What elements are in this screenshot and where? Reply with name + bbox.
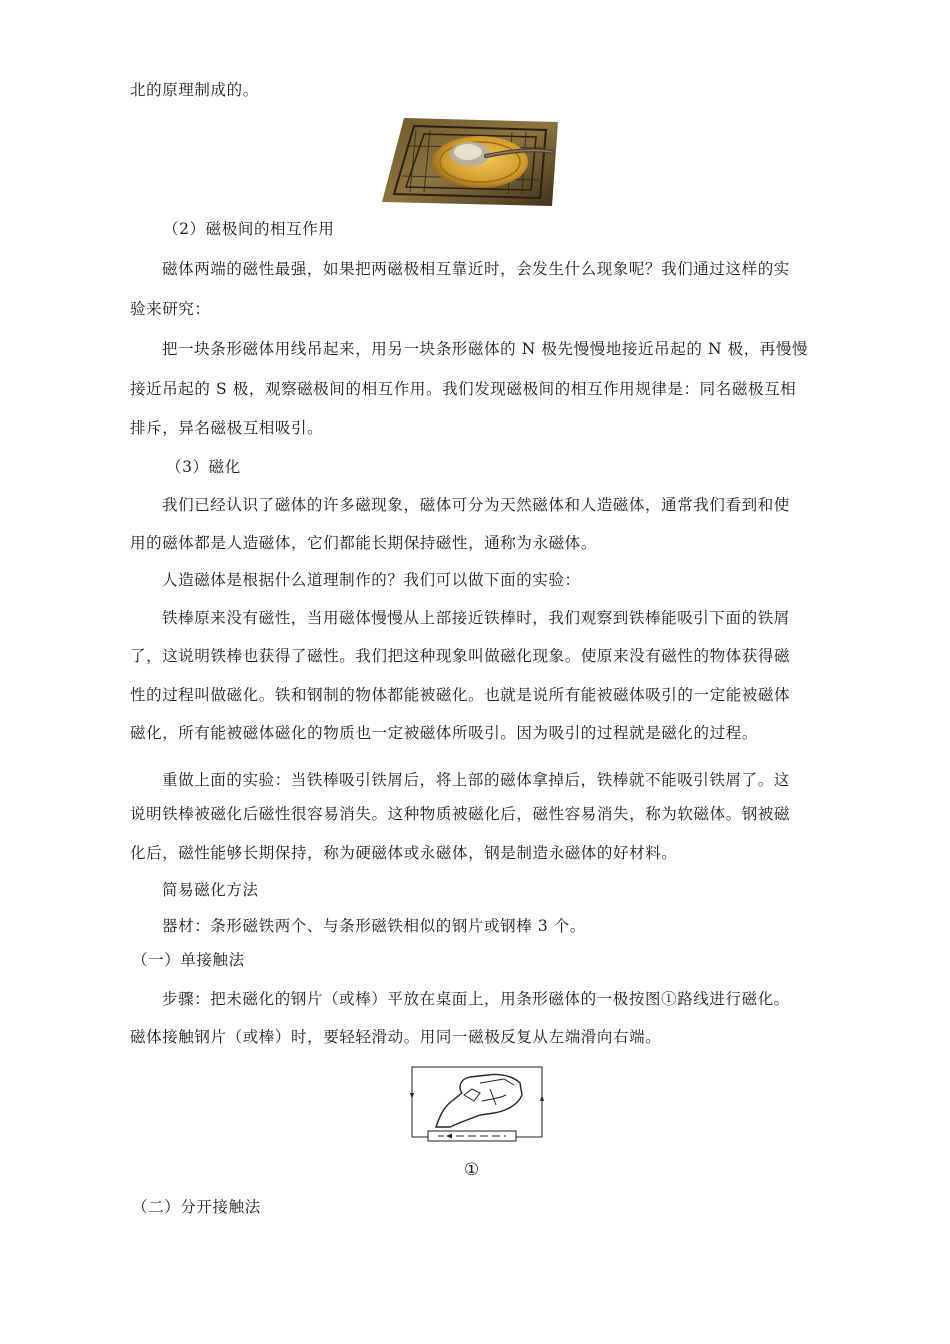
paragraph-line: 重做上面的实验：当铁棒吸引铁屑后，将上部的磁体拿掉后，铁棒就不能吸引铁屑了。这 xyxy=(162,771,790,789)
method-heading-1: （一）单接触法 xyxy=(132,951,245,969)
paragraph-line: 了，这说明铁棒也获得了磁性。我们把这种现象叫做磁化现象。使原来没有磁性的物体获得磁 xyxy=(130,647,791,665)
paragraph-line: 排斥，异名磁极互相吸引。 xyxy=(130,419,324,437)
arrow-up-icon xyxy=(540,1095,544,1101)
magnetization-diagram xyxy=(410,1065,544,1143)
paragraph-line: 说明铁棒被磁化后磁性很容易消失。这种物质被磁化后，磁性容易消失，称为软磁体。钢被磁 xyxy=(130,805,791,823)
paragraph-line: 接近吊起的 S 极，观察磁极间的相互作用。我们发现磁极间的相互作用规律是：同名磁极互相 xyxy=(130,380,797,398)
figure-caption: ① xyxy=(464,1160,480,1180)
paragraph-line: 磁化，所有能被磁体磁化的物质也一定被磁体所吸引。因为吸引的过程就是磁化的过程。 xyxy=(130,724,758,742)
arrow-left-icon xyxy=(446,1134,452,1139)
paragraph-line: 性的过程叫做磁化。铁和钢制的物体都能被磁化。也就是说所有能被磁体吸引的一定能被磁体 xyxy=(130,686,791,704)
paragraph-line: 化后，磁性能够长期保持，称为硬磁体或永磁体，钢是制造永磁体的好材料。 xyxy=(130,844,678,862)
paragraph-line: 把一块条形磁体用线吊起来，用另一块条形磁体的 N 极先慢慢地接近吊起的 N 极，再慢慢 xyxy=(162,340,809,358)
method-heading-2: （二）分开接触法 xyxy=(132,1198,261,1216)
paragraph-line: 用的磁体都是人造磁体，它们都能长期保持磁性，通称为永磁体。 xyxy=(130,534,597,552)
paragraph-line: 磁体两端的磁性最强，如果把两磁极相互靠近时，会发生什么现象呢？我们通过这样的实 xyxy=(162,260,790,278)
arrow-down-icon xyxy=(410,1093,414,1099)
paragraph-line: 步骤：把未磁化的钢片（或棒）平放在桌面上，用条形磁体的一极按图①路线进行磁化。 xyxy=(162,990,790,1008)
section-heading-3: （3）磁化 xyxy=(166,458,241,476)
subheading: 简易磁化方法 xyxy=(162,881,259,899)
paragraph-line: 人造磁体是根据什么道理制作的？我们可以做下面的实验： xyxy=(162,571,581,589)
paragraph-line: 器材：条形磁铁两个、与条形磁铁相似的钢片或钢棒 3 个。 xyxy=(162,917,587,935)
paragraph-line: 验来研究： xyxy=(130,300,211,318)
section-heading-2: （2）磁极间的相互作用 xyxy=(163,220,335,238)
paragraph-line: 我们已经认识了磁体的许多磁现象，磁体可分为天然磁体和人造磁体，通常我们看到和使 xyxy=(162,496,790,514)
paragraph-line: 铁棒原来没有磁性，当用磁体慢慢从上部接近铁棒时，我们观察到铁棒能吸引下面的铁屑 xyxy=(162,609,790,627)
sinan-compass-image xyxy=(382,118,558,206)
paragraph-line: 北的原理制成的。 xyxy=(130,81,259,99)
paragraph-line: 磁体接触钢片（或棒）时，要轻轻滑动。用同一磁极反复从左端滑向右端。 xyxy=(130,1028,662,1046)
